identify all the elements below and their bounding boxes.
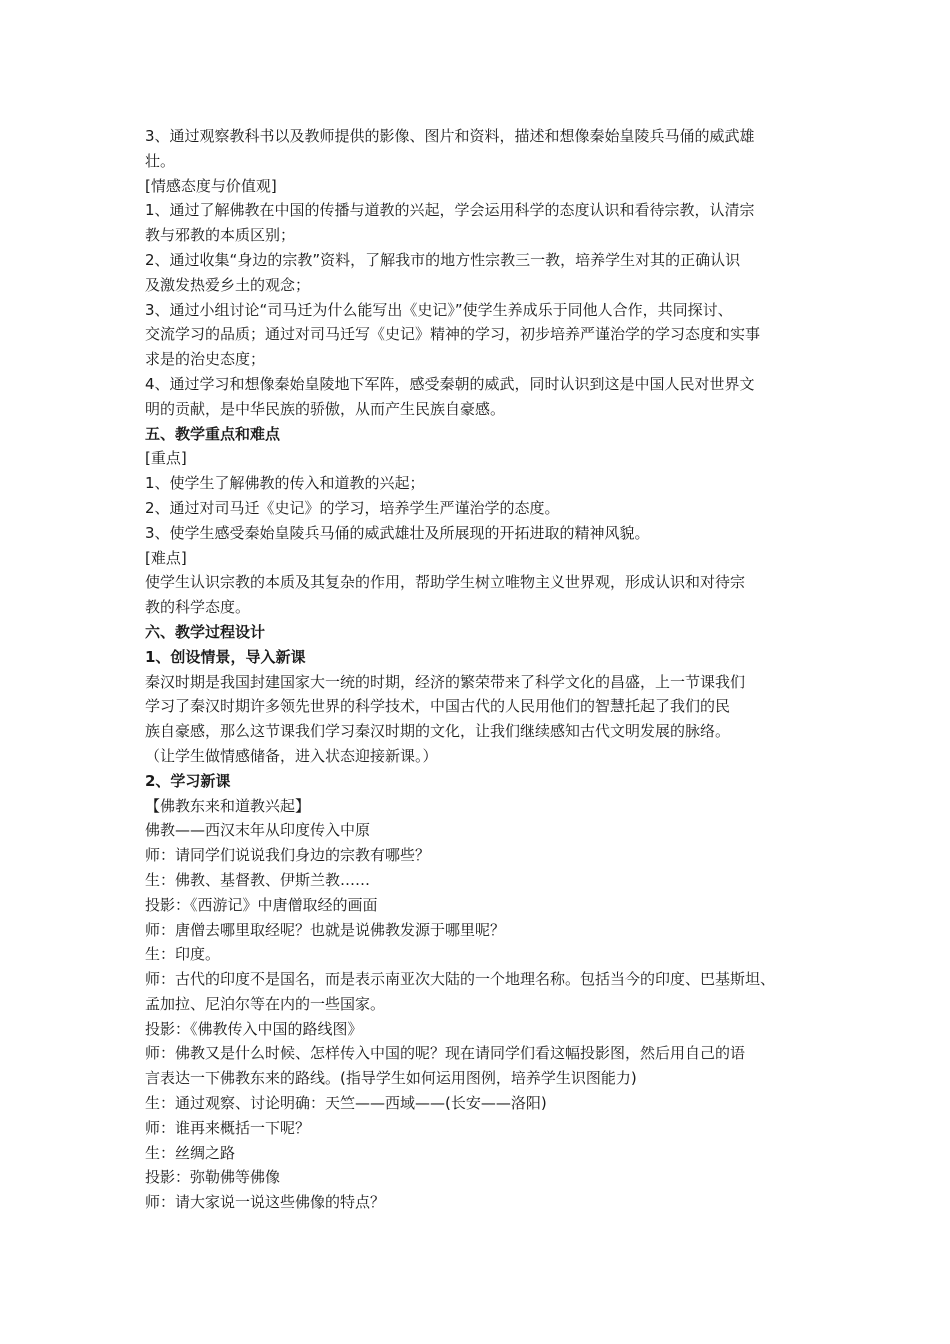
text-line: 投影：弥勒佛等佛像	[145, 1168, 281, 1187]
text-line: 3、通过观察教科书以及教师提供的影像、图片和资料，描述和想像秦始皇陵兵马俑的威武雄	[145, 127, 755, 145]
text-line: [情感态度与价值观]	[145, 176, 277, 195]
text-line: 学习了秦汉时期许多领先世界的科学技术，中国古代的人民用他们的智慧托起了我们的民	[145, 697, 731, 716]
text-line: 师：古代的印度不是国名，而是表示南亚次大陆的一个地理名称。包括当今的印度、巴基斯坦、	[145, 970, 776, 989]
text-line: 秦汉时期是我国封建国家大一统的时期，经济的繁荣带来了科学文化的昌盛，上一节课我们	[145, 672, 746, 691]
text-line: 生：佛教、基督教、伊斯兰教……	[145, 870, 371, 889]
text-line: 3、使学生感受秦始皇陵兵马俑的威武雄壮及所展现的开拓进取的精神风貌。	[145, 523, 650, 542]
text-line: 生：丝绸之路	[145, 1143, 236, 1162]
section-heading: 1、创设情景，导入新课	[145, 647, 306, 666]
text-line: 师：谁再来概括一下呢？	[145, 1118, 311, 1137]
text-line: [难点]	[145, 548, 187, 567]
text-line: 教与邪教的本质区别；	[145, 226, 296, 245]
text-line: 师：佛教又是什么时候、怎样传入中国的呢？现在请同学们看这幅投影图，然后用自己的语	[145, 1044, 746, 1063]
section-heading: 六、教学过程设计	[145, 622, 266, 641]
text-line: 师：唐僧去哪里取经呢？也就是说佛教发源于哪里呢？	[145, 920, 506, 939]
text-line: 孟加拉、尼泊尔等在内的一些国家。	[145, 994, 386, 1013]
text-line: 使学生认识宗教的本质及其复杂的作用，帮助学生树立唯物主义世界观，形成认识和对待宗	[145, 573, 746, 592]
text-line: 【佛教东来和道教兴起】	[145, 796, 311, 815]
text-line: 师：请大家说一说这些佛像的特点？	[145, 1193, 386, 1212]
text-line: 1、使学生了解佛教的传入和道教的兴起；	[145, 474, 425, 493]
text-line: 族自豪感，那么这节课我们学习秦汉时期的文化，让我们继续感知古代文明发展的脉络。	[145, 722, 731, 741]
text-line: 明的贡献，是中华民族的骄傲，从而产生民族自豪感。	[145, 399, 506, 418]
text-line: 2、通过对司马迁《史记》的学习，培养学生严谨治学的态度。	[145, 498, 560, 517]
text-line: 壮。	[145, 151, 176, 170]
text-line: 交流学习的品质；通过对司马迁写《史记》精神的学习，初步培养严谨治学的学习态度和实事	[145, 325, 761, 344]
text-line: 求是的治史态度；	[145, 350, 266, 369]
text-line: 3、通过小组讨论“司马迁为什么能写出《史记》”使学生养成乐于同他人合作，共同探讨、	[145, 300, 733, 319]
text-line: 投影：《佛教传入中国的路线图》	[145, 1019, 363, 1038]
document-page	[145, 124, 817, 1215]
text-line: 及激发热爱乡土的观念；	[145, 275, 311, 294]
text-line: [重点]	[145, 449, 187, 468]
text-line: 言表达一下佛教东来的路线。(指导学生如何运用图例，培养学生识图能力)	[145, 1069, 637, 1088]
text-line: 投影：《西游记》中唐僧取经的画面	[145, 895, 378, 914]
text-line: 4、通过学习和想像秦始皇陵地下军阵，感受秦朝的威武，同时认识到这是中国人民对世界文	[145, 374, 755, 393]
text-line: 生：通过观察、讨论明确：天竺——西域——(长安——洛阳)	[145, 1094, 547, 1113]
text-line: 佛教——西汉末年从印度传入中原	[145, 821, 371, 840]
text-line: 教的科学态度。	[145, 598, 251, 617]
text-line: 2、通过收集“身边的宗教”资料，了解我市的地方性宗教三一教，培养学生对其的正确认识	[145, 250, 741, 269]
text-line: 1、通过了解佛教在中国的传播与道教的兴起，学会运用科学的态度认识和看待宗教，认清宗	[145, 201, 755, 220]
text-line: 师：请同学们说说我们身边的宗教有哪些？	[145, 846, 431, 865]
section-heading: 2、学习新课	[145, 771, 231, 790]
text-line: 生：印度。	[145, 945, 221, 964]
text-line: （让学生做情感储备，进入状态迎接新课。）	[145, 746, 438, 765]
section-heading: 五、教学重点和难点	[145, 424, 281, 443]
